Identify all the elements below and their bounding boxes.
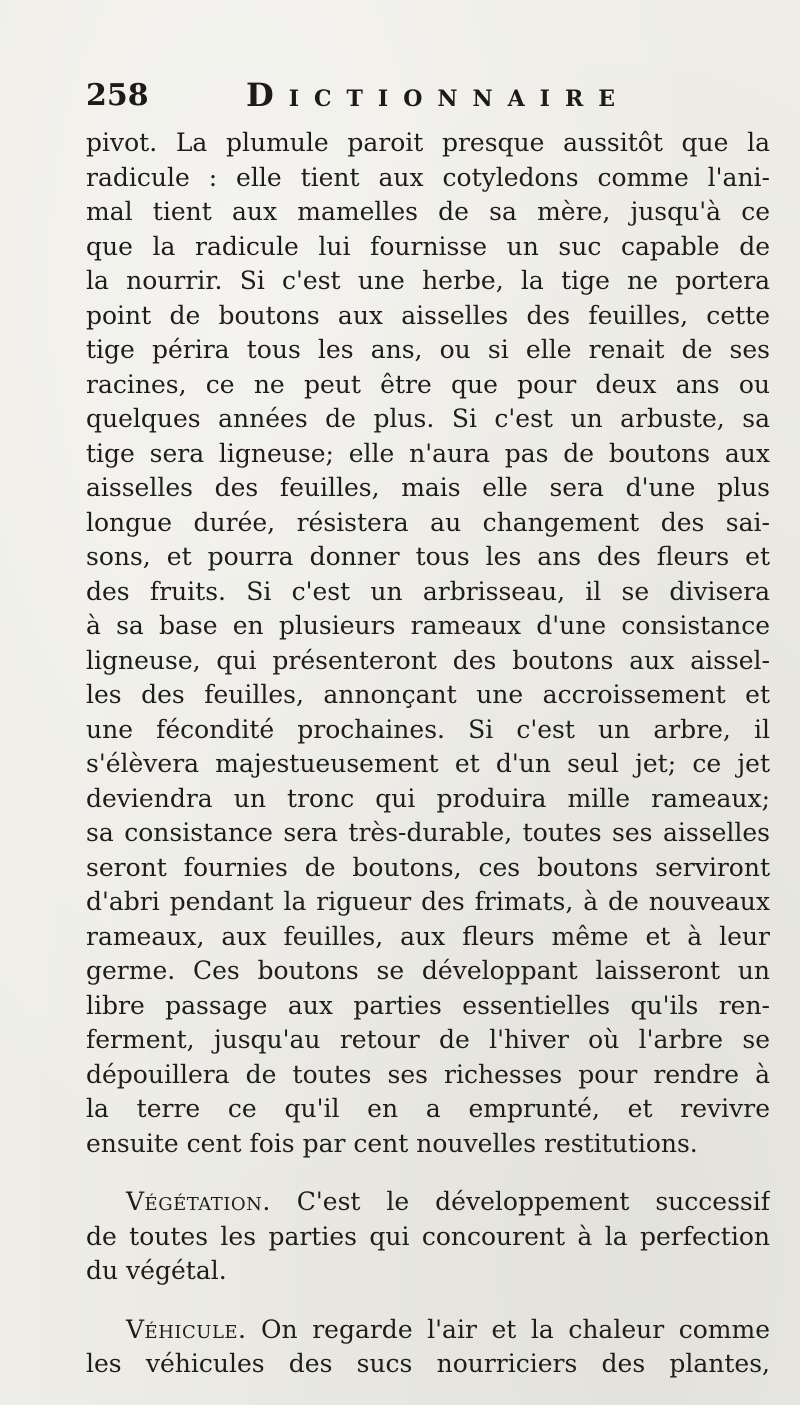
entry-headword: Véhicule. (126, 1314, 247, 1344)
entry-vehicule (86, 1313, 770, 1382)
text-line: ligneuse, qui présenteront des boutons aux aissel- (86, 645, 770, 675)
text-line: deviendra un tronc qui produira mille rameaux; (86, 783, 770, 813)
text-line: à sa base en plusieurs rameaux d'une consistance (86, 611, 770, 640)
text-line: une fécondité prochaines. Si c'est un arbre, il (86, 714, 770, 744)
text-line (86, 1313, 770, 1348)
paragraph-gap (86, 1161, 770, 1185)
entry-text: C'est le développement successif (270, 1187, 770, 1216)
text-line: sa consistance sera très-durable, toutes ses aisselles (86, 818, 770, 847)
text-line: aisselles des feuilles, mais elle sera d'une plus (86, 473, 770, 502)
text-line: du végétal. (86, 1256, 227, 1285)
text-line: les des feuilles, annonçant une accroissement et (86, 680, 770, 709)
text-line (86, 1185, 770, 1220)
text-line: ensuite cent fois par cent nouvelles restitutions. (86, 1128, 698, 1158)
text-line: que la radicule lui fournisse un suc capable de (86, 231, 770, 261)
text-line: la terre ce qu'il en a emprunté, et revivre (86, 1094, 770, 1123)
page-number: 258 (86, 78, 149, 113)
text-line: tige sera ligneuse; elle n'aura pas de boutons aux (86, 438, 770, 468)
text-line: s'élèvera majestueusement et d'un seul jet; ce jet (86, 749, 770, 778)
text-line: libre passage aux parties essentielles qu'ils ren- (86, 990, 770, 1020)
text-line: mal tient aux mamelles de sa mère, jusqu'à ce (86, 197, 770, 226)
text-line: la nourrir. Si c'est une herbe, la tige ne portera (86, 266, 770, 295)
text-line: radicule : elle tient aux cotyledons comme l'ani- (86, 162, 770, 192)
text-line: germe. Ces boutons se développant laisseront un (86, 956, 770, 985)
text-line: pivot. La plumule paroit presque aussitôt que la (86, 128, 770, 157)
text-line: tige périra tous les ans, ou si elle renait de ses (86, 335, 770, 364)
page-header (86, 76, 766, 116)
body-text (86, 126, 770, 1382)
paragraph-vegetation-process (86, 126, 770, 1161)
text-line: point de boutons aux aisselles des feuilles, cette (86, 300, 770, 330)
text-line: seront fournies de boutons, ces boutons serviront (86, 852, 770, 882)
text-line: longue durée, résistera au changement des sai- (86, 507, 770, 537)
running-title: Dictionnaire (246, 76, 631, 114)
text-line: les véhicules des sucs nourriciers des plantes, (86, 1349, 770, 1378)
text-line: d'abri pendant la rigueur des frimats, à de nouveaux (86, 887, 770, 916)
entry-headword: Végétation. (126, 1187, 271, 1216)
text-line: quelques années de plus. Si c'est un arbuste, sa (86, 404, 770, 433)
text-line: sons, et pourra donner tous les ans des fleurs et (86, 542, 770, 571)
text-line: ferment, jusqu'au retour de l'hiver où l'arbre se (86, 1025, 770, 1054)
text-line: dépouillera de toutes ses richesses pour rendre à (86, 1059, 770, 1089)
text-line: rameaux, aux feuilles, aux fleurs même et à leur (86, 921, 770, 951)
text-line: racines, ce ne peut être que pour deux ans ou (86, 369, 770, 399)
text-line: des fruits. Si c'est un arbrisseau, il se divisera (86, 576, 770, 606)
paragraph-gap (86, 1289, 770, 1313)
text-line: de toutes les parties qui concourent à la perfection (86, 1221, 770, 1251)
entry-text: On regarde l'air et la chaleur comme (246, 1314, 770, 1344)
entry-vegetation (86, 1185, 770, 1289)
